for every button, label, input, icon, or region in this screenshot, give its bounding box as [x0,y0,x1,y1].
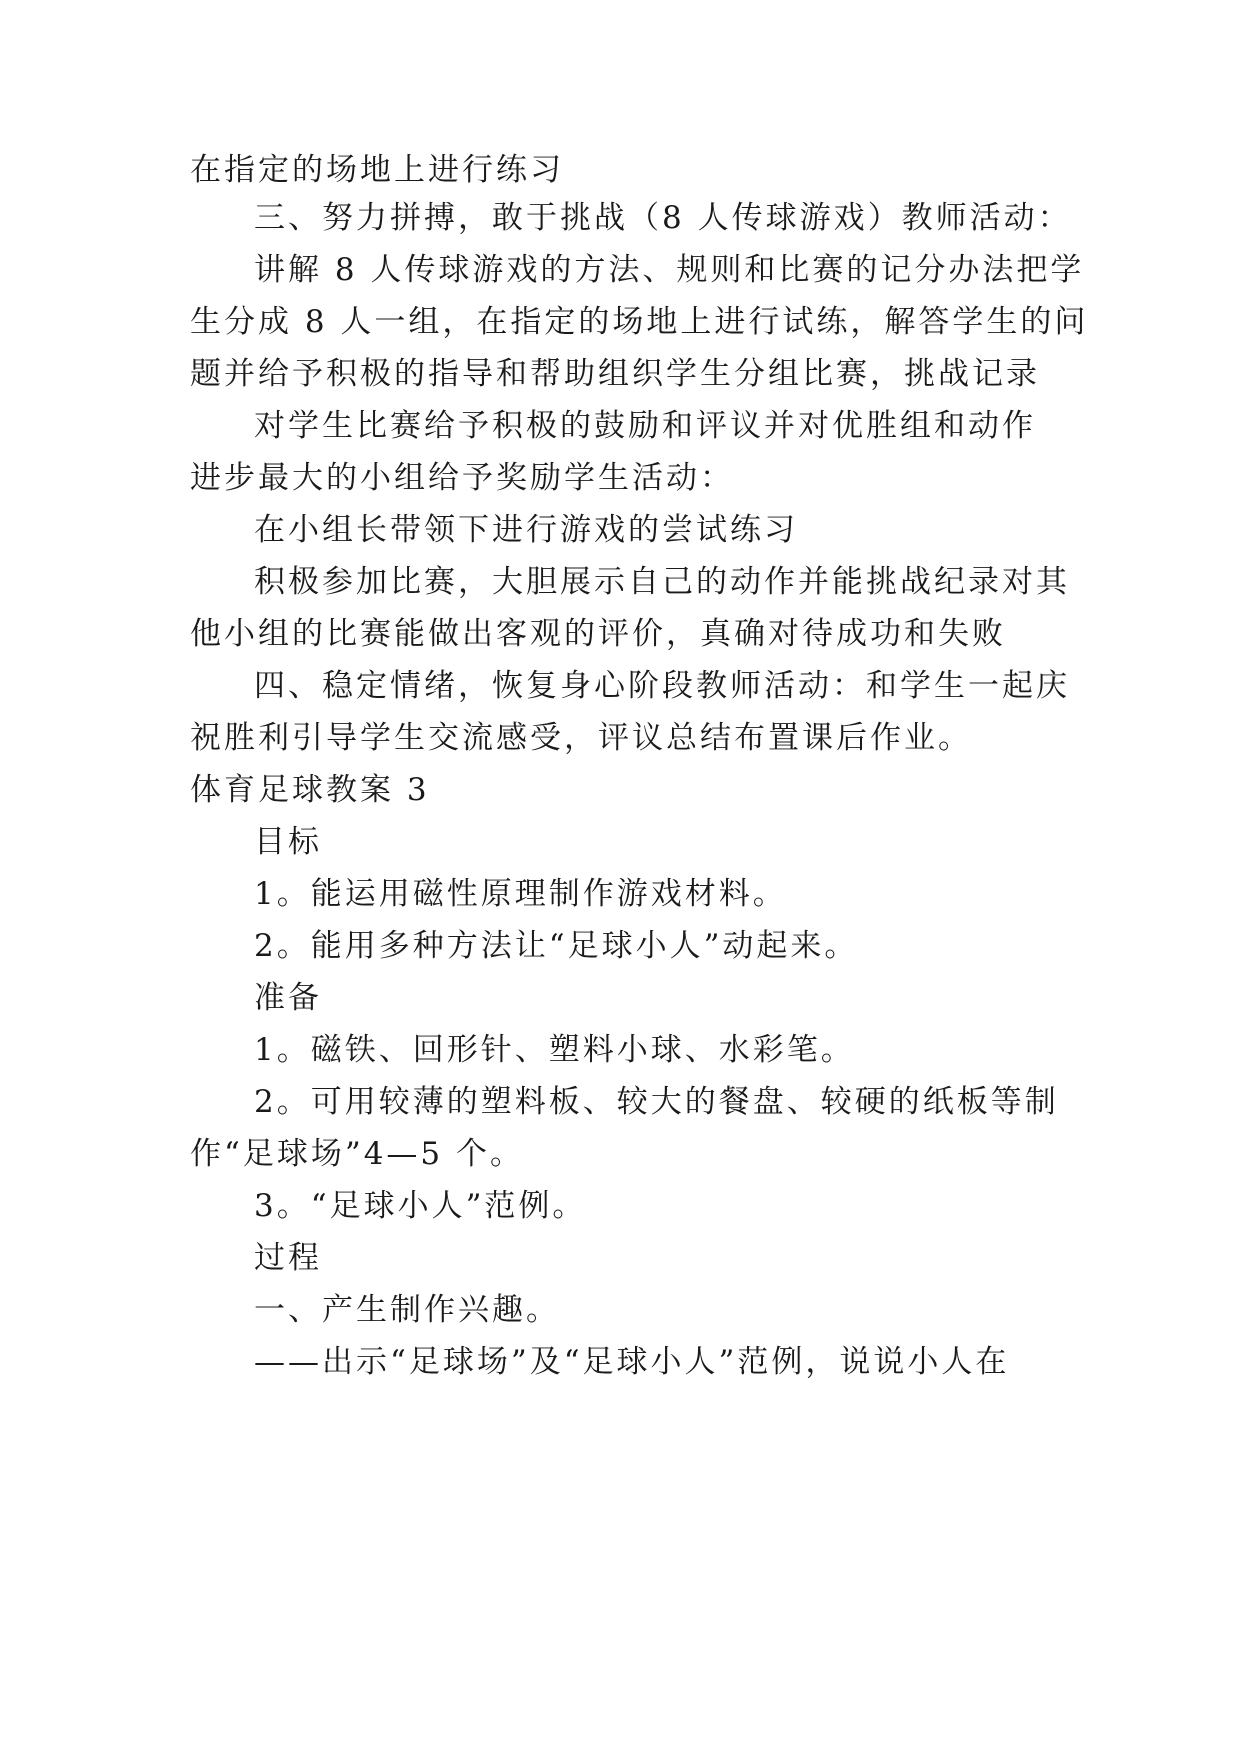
section-heading: 四、稳定情绪，恢复身心阶段教师活动：和学生一起庆 [254,668,1070,704]
subheading-preparation: 准备 [254,980,322,1016]
text-line: ——出示“足球场”及“足球小人”范例，说说小人在 [254,1344,1010,1380]
section-heading: 三、努力拼搏，敢于挑战（8 人传球游戏）教师活动： [254,200,1072,236]
document-title: 体育足球教案 3 [190,772,430,808]
text-line: 积极参加比赛，大胆展示自己的动作并能挑战纪录对其 [254,564,1070,600]
text-line: 对学生比赛给予积极的鼓励和评议并对优胜组和动作 [254,408,1036,444]
list-item: 2。可用较薄的塑料板、较大的餐盘、较硬的纸板等制 [254,1084,1059,1120]
text-line: 题并给予积极的指导和帮助组织学生分组比赛，挑战记录 [190,356,1040,392]
list-item: 3。“足球小人”范例。 [254,1188,587,1224]
text-line: 在小组长带领下进行游戏的尝试练习 [254,512,798,548]
list-item: 1。能运用磁性原理制作游戏材料。 [254,876,787,912]
subheading-process: 过程 [254,1240,322,1276]
text-line: 他小组的比赛能做出客观的评价，真确对待成功和失败 [190,616,1006,652]
text-line: 在指定的场地上进行练习 [190,152,564,188]
text-line: 进步最大的小组给予奖励学生活动： [190,460,734,496]
subheading-goals: 目标 [254,824,322,860]
text-line: 作“足球场”4—5 个。 [190,1136,524,1172]
text-line: 祝胜利引导学生交流感受，评议总结布置课后作业。 [190,720,972,756]
list-item: 1。磁铁、回形针、塑料小球、水彩笔。 [254,1032,855,1068]
text-line: 讲解 8 人传球游戏的方法、规则和比赛的记分办法把学 [254,252,1085,288]
list-item: 2。能用多种方法让“足球小人”动起来。 [254,928,859,964]
section-heading: 一、产生制作兴趣。 [254,1292,560,1328]
text-line: 生分成 8 人一组，在指定的场地上进行试练，解答学生的问 [190,304,1089,340]
